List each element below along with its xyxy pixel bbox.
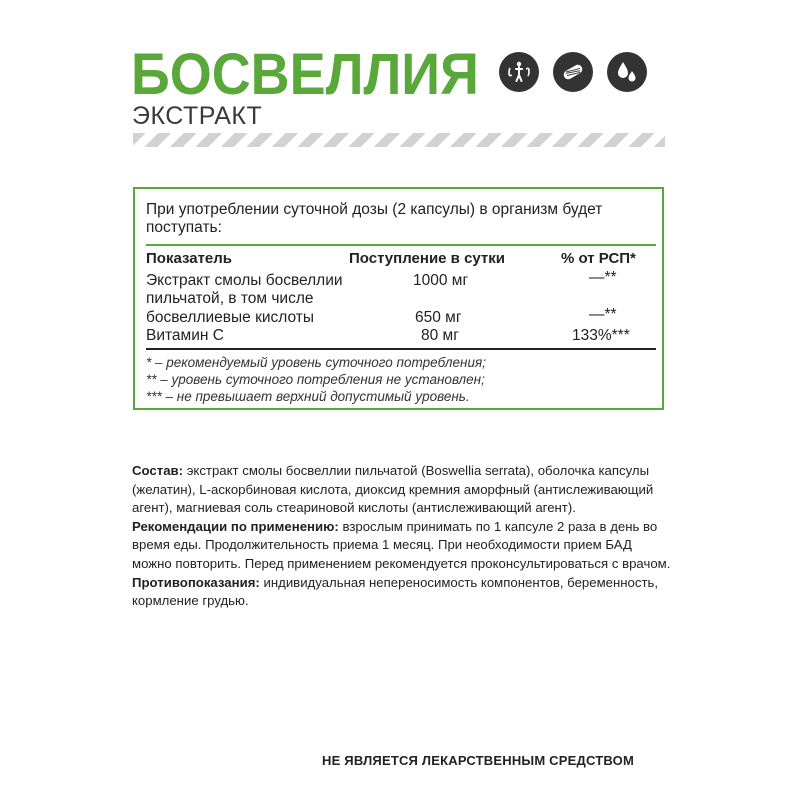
usage-text: взрослым принимать по 1 капсуле 2 раза в день во время еды. Продолжительность приема 1 месяц. При необходимости прием БАД можно повторить. Перед применением рекомендуется проконсультироваться с врачом. — [132, 518, 671, 571]
table-footer-divider — [146, 348, 656, 350]
contraindications-text: индивидуальная непереносимость компонентов, беременность, кормление грудью. — [132, 574, 659, 609]
note-not-set: ** – уровень суточного потребления не установлен; — [146, 372, 485, 387]
disclaimer-footer: НЕ ЯВЛЯЕТСЯ ЛЕКАРСТВЕННЫМ СРЕДСТВОМ — [322, 753, 634, 768]
water-drops-icon — [607, 52, 647, 92]
composition-text: экстракт смолы босвеллии пильчатой (Boswellia serrata), оболочка капсулы (желатин), L-аскорбиновая кислота, диоксид кремния аморфный (антислеживающий агент), магниевая соль стеариновой кислоты (антислеживающий агент). — [132, 463, 654, 516]
feature-icons — [499, 52, 647, 92]
decorative-stripe — [133, 133, 665, 147]
table-header-divider — [146, 244, 656, 246]
capsule-icon — [553, 52, 593, 92]
composition-label: Состав: — [132, 463, 184, 478]
usage-label: Рекомендации по применению: — [132, 518, 339, 534]
row-daily-extract: 1000 мг — [413, 272, 469, 289]
row-name-extract-line1: Экстракт смолы босвеллии — [146, 272, 343, 289]
row-daily-acids: 650 мг — [415, 309, 462, 326]
nutrition-intro: При употреблении суточной дозы (2 капсулы) в организм будет поступать: — [146, 201, 603, 236]
composition-paragraph — [132, 462, 672, 518]
column-header-percent: % от РСП* — [561, 250, 636, 267]
product-subtitle: ЭКСТРАКТ — [132, 102, 263, 130]
row-percent-extract: —** — [589, 269, 617, 286]
table-notes — [146, 354, 656, 405]
contraindications-label: Противопоказания: — [132, 574, 260, 590]
contraindications-paragraph — [132, 574, 672, 611]
row-daily-vitamin-c: 80 мг — [421, 327, 459, 344]
row-name-vitamin-c: Витамин С — [146, 327, 224, 344]
nutrition-table — [133, 187, 664, 410]
joint-mobility-icon — [499, 52, 539, 92]
row-name-acids: босвеллиевые кислоты — [146, 309, 315, 326]
row-name-extract-line2: пильчатой, в том числе — [146, 290, 314, 307]
note-upper-limit: *** – не превышает верхний допустимый уровень. — [146, 389, 470, 404]
column-header-daily: Поступление в сутки — [349, 250, 506, 267]
row-percent-vitamin-c: 133%*** — [572, 327, 630, 344]
column-header-indicator: Показатель — [146, 250, 233, 267]
product-info — [132, 462, 672, 611]
product-title: БОСВЕЛЛИЯ — [131, 42, 479, 107]
row-percent-acids: —** — [589, 306, 617, 323]
note-rsp: * – рекомендуемый уровень суточного потребления; — [146, 355, 486, 370]
usage-paragraph — [132, 518, 672, 574]
